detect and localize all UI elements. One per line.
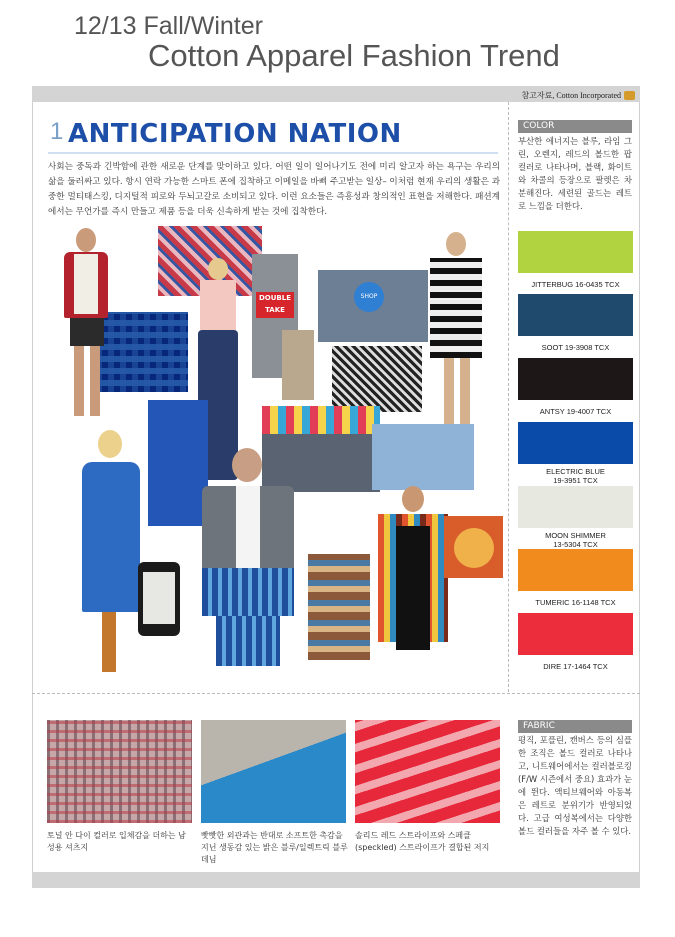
intro-paragraph: 사회는 중독과 긴박함에 관한 새로운 단계를 맞이하고 있다. 어떤 일이 일어나기도 전에 미리 알고자 하는 욕구는 우리의 삶을 둘러싸고 있다. 항시 연락 가능한 스마트 폰에 집착하고 이메일을 바삐 주고받는 일상– 이처럼 현재 우리의 생활은 과중한 멀티태스킹, 디지털적 피로와 두뇌고갈로 소비되고 있다. 이런 요소들은 즉흥성과 창의적인 표현을 저해한다. 패션계에서는 무언가를 즉시 만들고 제품 등을 더욱 신속하게 받는 것에 집착한다. bbox=[48, 162, 500, 217]
fabric-shirting-photo bbox=[47, 720, 192, 823]
fabric-caption-shirting: 토널 안 다이 컬러로 입체감을 더하는 남성용 셔츠지 bbox=[47, 831, 186, 852]
swatch-label-soot: SOOT 19-3908 TCX bbox=[541, 343, 610, 352]
kids-photo bbox=[282, 330, 314, 400]
page-title: Cotton Apparel Fashion Trend bbox=[148, 38, 560, 73]
swatch-tumeric bbox=[518, 549, 633, 591]
books-photo bbox=[308, 554, 370, 660]
section-title: ANTICIPATION NATION bbox=[68, 119, 402, 149]
fabric-jersey-photo bbox=[355, 720, 500, 823]
section-number: 1 bbox=[50, 118, 64, 145]
color-description: 부산한 에너지는 블루, 라임 그린, 오렌지, 레드의 볼드한 팝 컬러로 나타나며, 블랙, 화이트와 차콜의 등장으로 팔렛은 차분해진다. 세련된 골드는 레트로 느낌을 더한다. bbox=[518, 136, 632, 211]
color-tag: COLOR bbox=[518, 120, 632, 133]
trend-collage bbox=[48, 224, 503, 692]
swatch-label-electric-blue-name: ELECTRIC BLUE bbox=[546, 467, 605, 476]
swatch-moon-shimmer bbox=[518, 486, 633, 528]
season-label: 12/13 Fall/Winter bbox=[74, 12, 263, 40]
swatch-label-tumeric: TUMERIC 16-1148 TCX bbox=[535, 598, 616, 607]
woman-striped-cardigan-photo bbox=[418, 232, 496, 428]
shop-sign: SHOP bbox=[354, 282, 384, 312]
source-credit bbox=[521, 90, 635, 101]
fabric-denim-photo bbox=[201, 720, 346, 823]
row-divider bbox=[32, 693, 640, 694]
swatch-antsy bbox=[518, 358, 633, 400]
swatch-electric-blue bbox=[518, 422, 633, 464]
swatch-soot bbox=[518, 294, 633, 336]
fabric-description: 평직, 포플린, 캔버스 등의 심플한 조직은 볼드 컬러로 나타나고, 니트웨어에서는 컬러블로킹(F/W 시즌에서 중요) 효과가 눈에 뛴다. 액티브웨어와 아동복은 레트로 분위기가 반영되었다. 고급 여성복에서는 다양한 볼드 컬러들을 자주 볼 수 있다. bbox=[518, 735, 633, 836]
source-text: 참고자료, Cotton Incorporated bbox=[521, 91, 621, 100]
bottom-bar bbox=[32, 872, 640, 888]
swatch-label-moon-shimmer bbox=[518, 531, 633, 549]
swatch-label-jitterbug: JITTERBUG 16-0435 TCX bbox=[531, 280, 620, 289]
swatch-label-electric-blue-code: 19-3951 TCX bbox=[553, 476, 598, 485]
swatch-label-dire: DIRE 17-1464 TCX bbox=[543, 662, 608, 671]
smartphone-photo bbox=[138, 562, 180, 636]
section-rule bbox=[48, 152, 498, 154]
swatch-jitterbug bbox=[518, 231, 633, 273]
shop-window-photo bbox=[318, 270, 428, 342]
woman-blue-dress-photo bbox=[68, 430, 154, 692]
swatch-label-electric-blue bbox=[518, 467, 633, 485]
fabric-caption-denim: 빳빳한 외관과는 반대로 소프트한 촉감을 지닌 생동감 있는 밝은 블루/일렉트릭 블루 데님 bbox=[201, 831, 348, 864]
swatch-label-moon-shimmer-name: MOON SHIMMER bbox=[545, 531, 606, 540]
houndstooth-fabric-photo bbox=[332, 346, 422, 412]
swatch-dire bbox=[518, 613, 633, 655]
man-gray-blazer-photo bbox=[188, 448, 308, 692]
column-divider bbox=[508, 102, 509, 692]
swatch-label-moon-shimmer-code: 13-5304 TCX bbox=[553, 540, 598, 549]
cotton-logo-icon bbox=[624, 91, 635, 100]
man-red-cardigan-photo bbox=[52, 228, 122, 438]
coffee-cup-photo bbox=[444, 516, 503, 578]
sign-line-1: DOUBLE bbox=[258, 294, 292, 302]
swatch-label-antsy: ANTSY 19-4007 TCX bbox=[539, 407, 612, 416]
fabric-tag: FABRIC bbox=[518, 720, 632, 733]
sign-line-2: TAKE bbox=[265, 306, 285, 314]
light-denim-photo bbox=[372, 424, 474, 490]
fabric-caption-jersey: 솔리드 레드 스트라이프와 스페클(speckled) 스트라이프가 결합된 저지 bbox=[355, 831, 490, 852]
